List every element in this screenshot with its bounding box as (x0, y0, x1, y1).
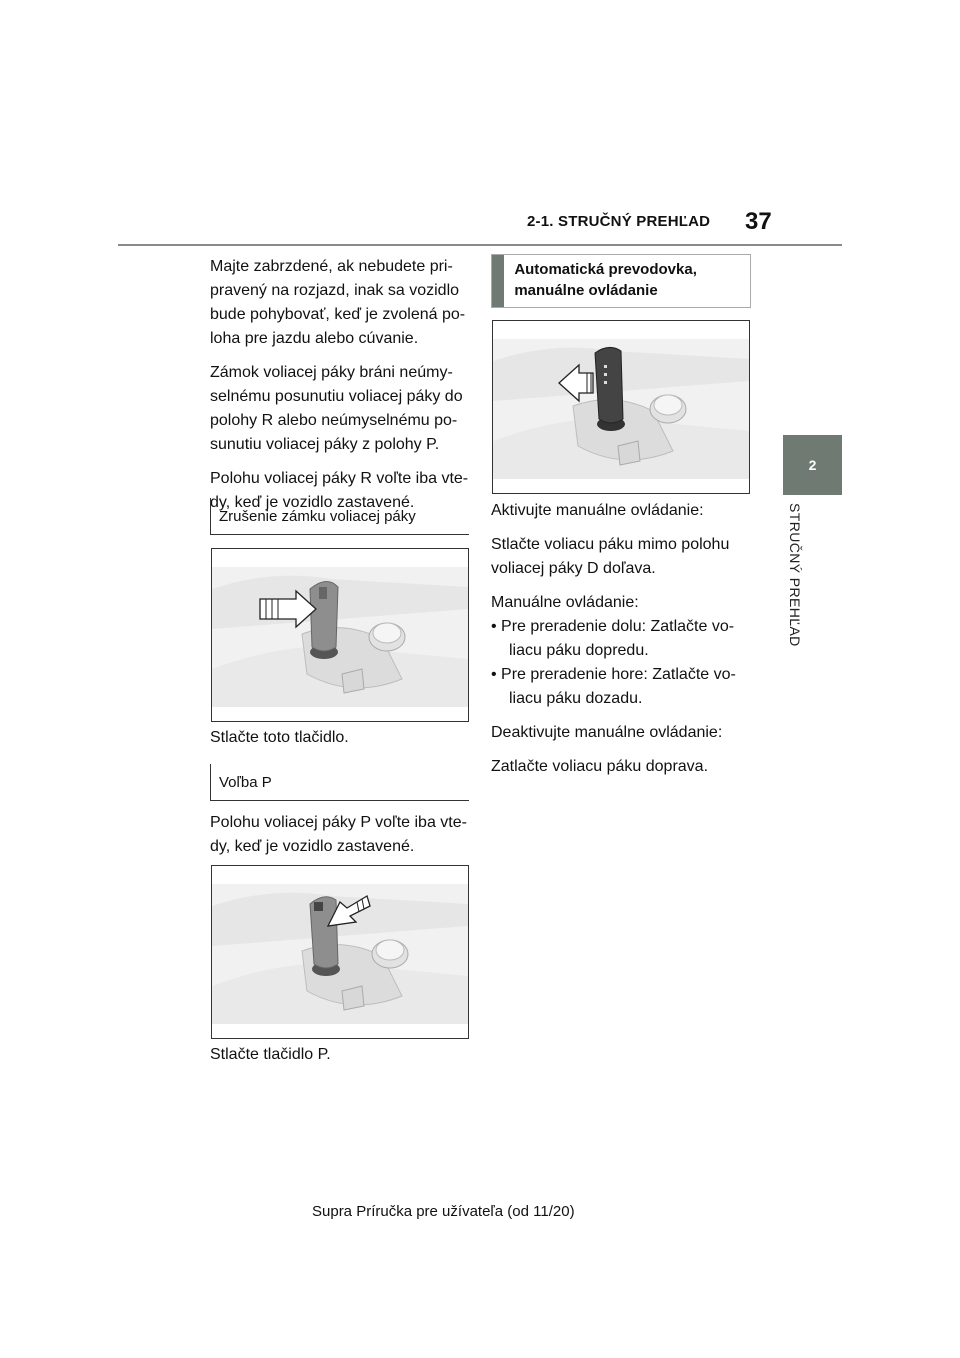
park-text: Polohu voliacej páky P voľte iba vte-dy, keď je vozidlo zastavené. (210, 814, 467, 855)
footer-text: Supra Príručka pre užívateľa (od 11/20) (312, 1203, 575, 1220)
paragraph-reverse: Polohu voliacej páky R voľte iba vte-dy, keď je vozidlo zastavené. (210, 470, 469, 511)
heading-manual-mode (491, 254, 751, 308)
subhead-park (210, 764, 469, 801)
caption-unlock: Stlačte toto tlačidlo. (210, 729, 349, 746)
activate-text: Stlačte voliacu páku mimo polohu voliacej páky D doľava. (491, 536, 730, 577)
page-number: 37 (745, 208, 772, 235)
figure-unlock-button (211, 548, 469, 722)
subhead-unlock-text: Zrušenie zámku voliacej páky (219, 507, 416, 525)
figure-park-button (211, 865, 469, 1039)
chapter-label-text: STRUČNÝ PREHĽAD (787, 503, 803, 647)
subhead-unlock (210, 498, 469, 535)
chapter-number: 2 (808, 457, 817, 473)
gear-lever-manual-illustration (493, 321, 749, 493)
manual-mode-text (491, 499, 753, 779)
figure-manual-mode (492, 320, 750, 494)
paragraph-braking: Majte zabrzdené, ak nebudete pri-pravený na rozjazd, inak sa vozidlo bude pohybovať, keď je zvolená po-loha pre jazdu alebo cúvanie. (210, 258, 466, 347)
bullet-upshift: • Pre preradenie hore: Zatlačte vo-liacu páku dozadu. (491, 666, 736, 707)
heading-accent-bar (492, 255, 504, 307)
deactivate-text: Zatlačte voliacu páku doprava. (491, 758, 709, 775)
manual-label: Manuálne ovládanie: (491, 594, 639, 611)
chapter-tab (783, 435, 842, 495)
gear-lever-unlock-illustration (212, 549, 468, 721)
chapter-label (783, 503, 813, 663)
paragraph-lock: Zámok voliacej páky bráni neúmy-selnému posunutiu voliacej páky do polohy R alebo neúmyselnému po-sunutiu voliacej páky z polohy P. (210, 364, 463, 453)
subhead-park-text: Voľba P (219, 773, 272, 791)
bullet-downshift: • Pre preradenie dolu: Zatlačte vo-liacu páku dopredu. (491, 618, 735, 659)
section-title: 2-1. STRUČNÝ PREHĽAD (527, 213, 711, 230)
deactivate-label: Deaktivujte manuálne ovládanie: (491, 724, 723, 741)
intro-text (210, 255, 472, 515)
activate-label: Aktivujte manuálne ovládanie: (491, 502, 704, 519)
gear-lever-park-illustration (212, 866, 468, 1038)
header-divider (118, 244, 842, 246)
heading-manual-mode-text: Automatická prevodovka, manuálne ovládanie (514, 261, 697, 299)
caption-park: Stlačte tlačidlo P. (210, 1046, 331, 1063)
